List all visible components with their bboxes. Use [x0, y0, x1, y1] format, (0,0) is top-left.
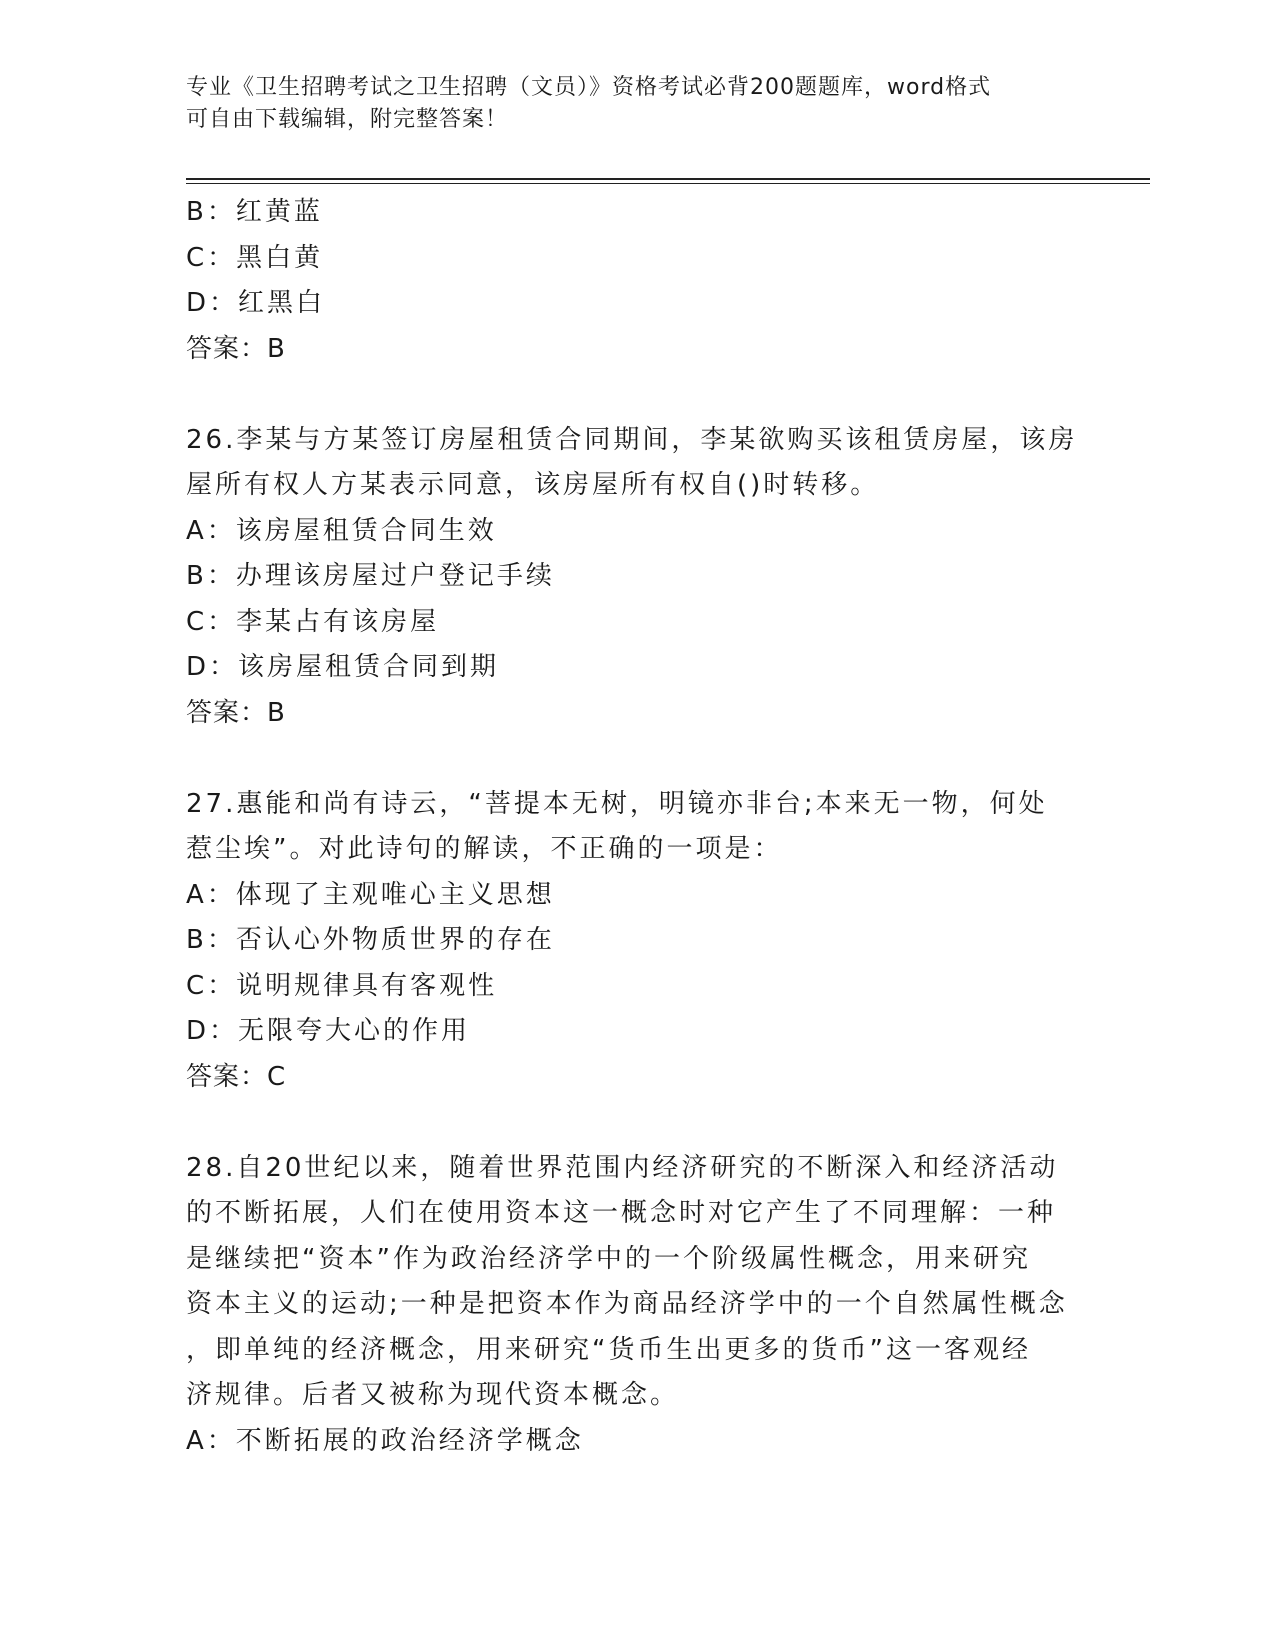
question-text: 28.自20世纪以来，随着世界范围内经济研究的不断深入和经济活动	[186, 1152, 1059, 1183]
option: A：不断拓展的政治经济学概念	[186, 1425, 584, 1456]
option: A：体现了主观唯心主义思想	[186, 879, 555, 910]
answer: 答案：C	[186, 1061, 287, 1092]
question-text: 27.惠能和尚有诗云，“菩提本无树，明镜亦非台;本来无一物，何处	[186, 788, 1048, 819]
option: C：黑白黄	[186, 242, 324, 273]
option: C：说明规律具有客观性	[186, 970, 498, 1001]
question-text: 是继续把“资本”作为政治经济学中的一个阶级属性概念，用来研究	[186, 1243, 1031, 1274]
option: A：该房屋租赁合同生效	[186, 515, 497, 546]
question-text: 济规律。后者又被称为现代资本概念。	[186, 1380, 680, 1410]
question-content	[186, 190, 1086, 1464]
spacer	[186, 736, 1086, 782]
header-divider-thin	[186, 183, 1150, 184]
option: B：否认心外物质世界的存在	[186, 925, 555, 955]
question-text: 惹尘埃”。对此诗句的解读，不正确的一项是：	[186, 834, 783, 864]
header-line-2: 可自由下载编辑，附完整答案！	[186, 107, 509, 132]
spacer	[186, 372, 1086, 418]
question-25-tail	[186, 190, 1086, 372]
question-26	[186, 418, 1086, 737]
option: D：红黑白	[186, 288, 326, 318]
option: B：办理该房屋过户登记手续	[186, 561, 555, 591]
question-27	[186, 782, 1086, 1101]
question-text: 的不断拓展，人们在使用资本这一概念时对它产生了不同理解：一种	[186, 1198, 1057, 1228]
question-28	[186, 1146, 1086, 1465]
spacer	[186, 1100, 1086, 1146]
document-header	[186, 72, 1066, 136]
option: C：李某占有该房屋	[186, 606, 440, 637]
question-text: ，即单纯的经济概念，用来研究“货币生出更多的货币”这一客观经	[186, 1334, 1031, 1365]
answer: 答案：B	[186, 333, 286, 364]
header-divider	[186, 178, 1150, 180]
option: B：红黄蓝	[186, 197, 323, 227]
header-line-1: 专业《卫生招聘考试之卫生招聘（文员）》资格考试必背200题题库，word格式	[186, 75, 992, 100]
answer: 答案：B	[186, 697, 286, 728]
question-text: 26.李某与方某签订房屋租赁合同期间，李某欲购买该租赁房屋，该房	[186, 424, 1078, 455]
option: D：该房屋租赁合同到期	[186, 652, 500, 682]
question-text: 屋所有权人方某表示同意，该房屋所有权自()时转移。	[186, 470, 880, 500]
option: D：无限夸大心的作用	[186, 1016, 471, 1046]
question-text: 资本主义的运动;一种是把资本作为商品经济学中的一个自然属性概念	[186, 1289, 1068, 1319]
